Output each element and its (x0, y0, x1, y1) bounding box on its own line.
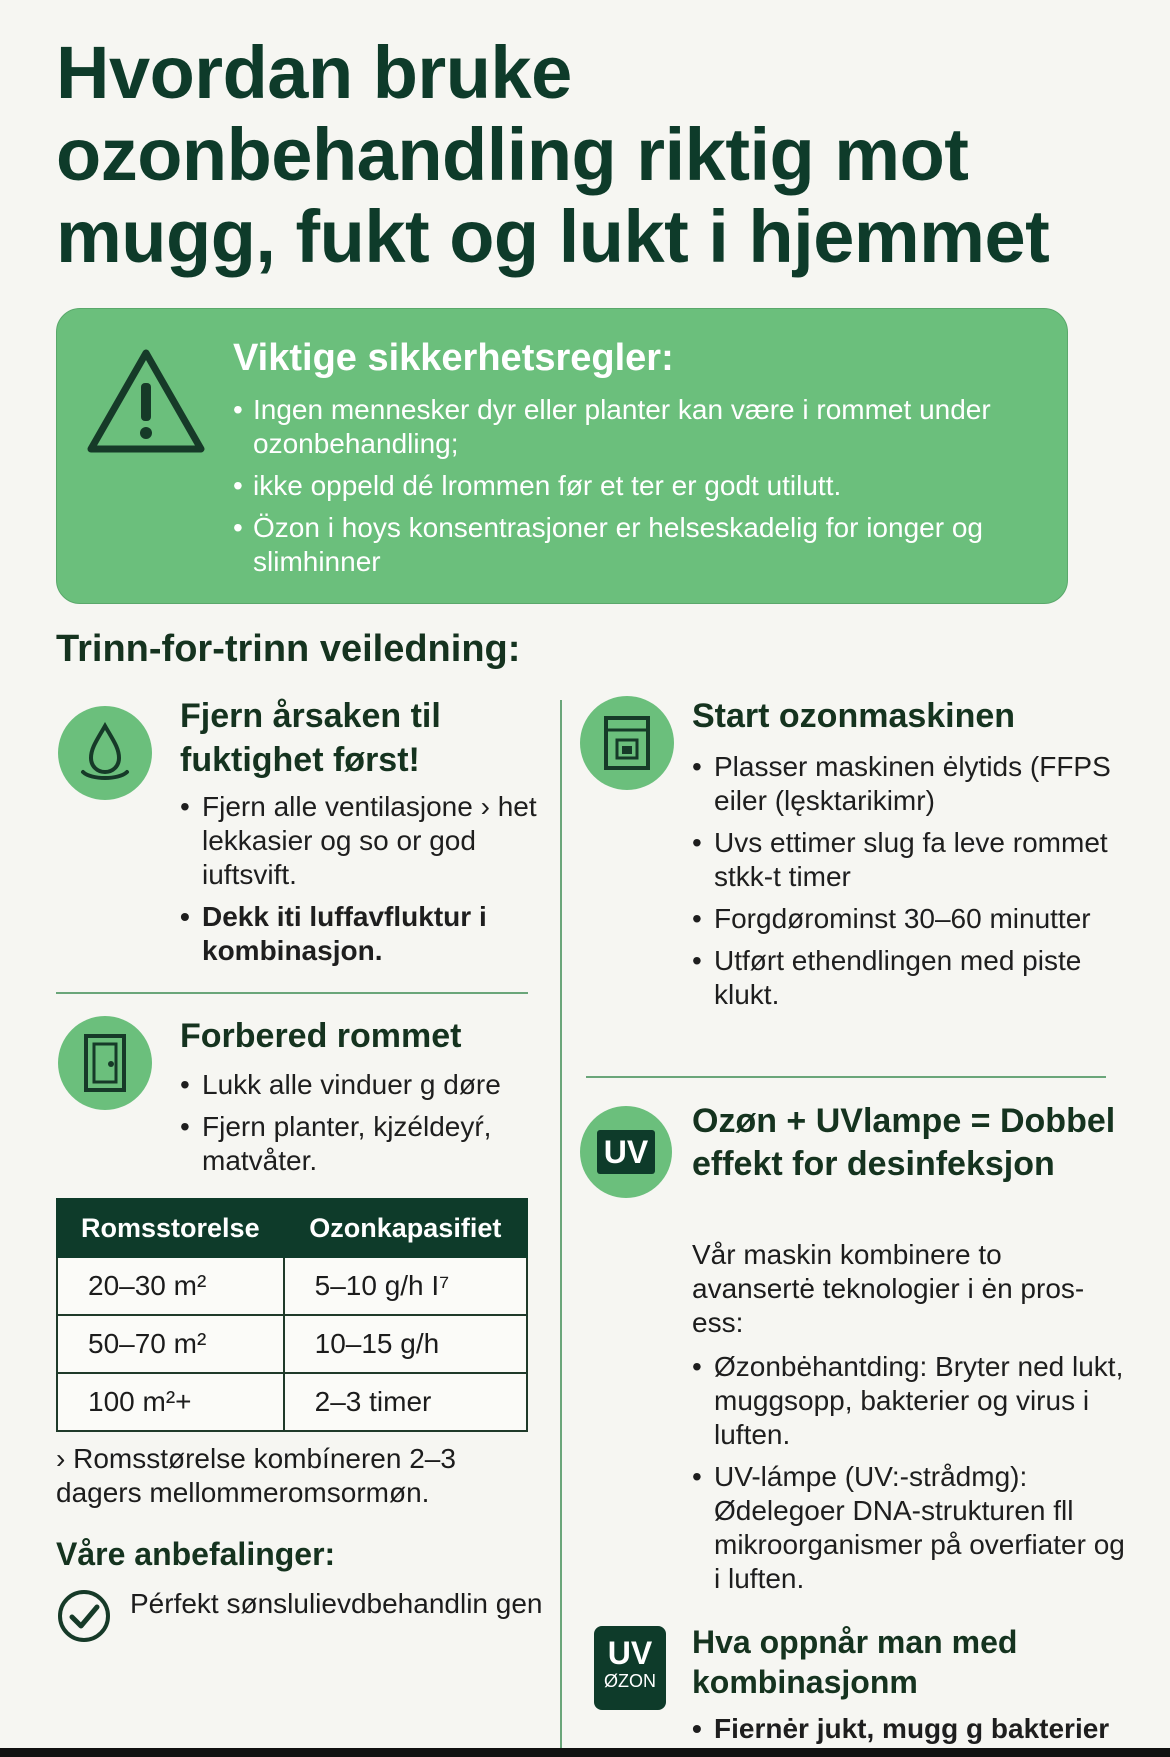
water-drop-icon (58, 706, 152, 800)
table-header: Ozonkapasifiet (284, 1199, 527, 1257)
uv-badge-label: UV (597, 1130, 655, 1174)
step4-title: Ozøn + UVlampe = Dobbel effekt for desinfeksjon (692, 1102, 1116, 1183)
bottom-bar (0, 1748, 1170, 1757)
warning-triangle-icon (85, 347, 207, 462)
section-divider (586, 1076, 1106, 1078)
step1-list (180, 790, 540, 976)
table-header: Romsstorelse (57, 1199, 284, 1257)
table-cell: 50–70 m² (57, 1315, 284, 1373)
table-cell: 20–30 m² (57, 1257, 284, 1315)
table-cell: 100 m²+ (57, 1373, 284, 1431)
table-row (57, 1373, 527, 1431)
list-item: • Forgdørominst 30–60 minutter (692, 902, 1112, 936)
step3-title: Start ozonmaskinen (692, 697, 1016, 735)
guide-title: Trinn-for-trinn veiledning: (56, 628, 521, 670)
table-note: › Romsstørelse kombíneren 2–3 dagers mellommeromsormøn. (56, 1443, 456, 1508)
table-cell: 10–15 g/h (284, 1315, 527, 1373)
table-cell: 2–3 timer (284, 1373, 527, 1431)
step5-title: Hva oppnår man med kombinasjonm (692, 1624, 1018, 1700)
list-item: • Utført ethendlingen med piste klukt. (692, 944, 1112, 1012)
step4-list (692, 1350, 1132, 1604)
ozone-machine-icon (580, 696, 674, 790)
uv-ozone-badge-bottom: ØZON (604, 1671, 656, 1691)
list-item: • Fiernėr jukt, mugg g bakterier (692, 1712, 1152, 1746)
section-divider (56, 992, 528, 994)
table-cell: 5–10 g/h I⁷ (284, 1257, 527, 1315)
safety-item: • Ingen mennesker dyr eller planter kan være i rommet under ozonbehandling; (233, 393, 1033, 461)
list-item: • Øzonbėhantding: Bryter ned lukt, muggsopp, bakterier og virus i luften. (692, 1350, 1132, 1452)
uv-badge-icon (580, 1106, 672, 1198)
step4-paragraph: Vår maskin kombinere to avansertė teknologier i ėn pros-ess: (692, 1239, 1085, 1338)
step2-title: Forbered rommet (180, 1017, 462, 1055)
step3-list (692, 750, 1112, 1020)
recommendation-item: Pérfekt sønslulievdbehandlin gen (130, 1588, 543, 1619)
step1-title: Fjern årsaken til fuktighet først! (180, 697, 441, 779)
list-item: • Fjern planter, kjzéldeyŕ, matvåter. (180, 1110, 550, 1178)
list-item: • Lukk alle vinduer g døre (180, 1068, 550, 1102)
list-item: • Fjern alle ventilasjone › het lekkasier og so or god iuftsvift. (180, 790, 540, 892)
column-divider (560, 700, 562, 1757)
safety-box (56, 308, 1068, 604)
capacity-table (56, 1198, 528, 1432)
page-title: Hvordan bruke ozonbehandling riktig mot mugg, fukt og lukt i hjemmet (56, 31, 1050, 278)
table-row (57, 1315, 527, 1373)
door-icon (58, 1016, 152, 1110)
safety-item: • Özon i hoys konsentrasjoner er helseskadelig for ionger og slimhinner (233, 511, 1033, 579)
uv-ozone-badge-top: UV (607, 1635, 653, 1671)
list-item: • Uvs ettimer slug fa leve rommet stkk-t timer (692, 826, 1112, 894)
list-item: • UV-lámpe (UV:-strådmg): Ødelegoer DNA-strukturen fll mikroorganismer på overfiater og i luften. (692, 1460, 1132, 1596)
list-item: • Dekk iti luffavfluktur i kombinasjon. (180, 900, 540, 968)
safety-item: • ikke oppeld dé lrommen før et ter er godt utilutt. (233, 469, 1033, 503)
table-row (57, 1257, 527, 1315)
list-item: • Plasser maskinen ėlytids (FFPS eiler (lęsktarikimr) (692, 750, 1112, 818)
safety-title: Viktige sikkerhetsregler: (233, 337, 674, 379)
uv-ozone-badge-icon (594, 1626, 666, 1710)
checkmark-icon (56, 1588, 112, 1649)
safety-list (233, 393, 1033, 587)
step2-list (180, 1068, 550, 1186)
recommendations-title: Våre anbefalinger: (56, 1536, 336, 1572)
